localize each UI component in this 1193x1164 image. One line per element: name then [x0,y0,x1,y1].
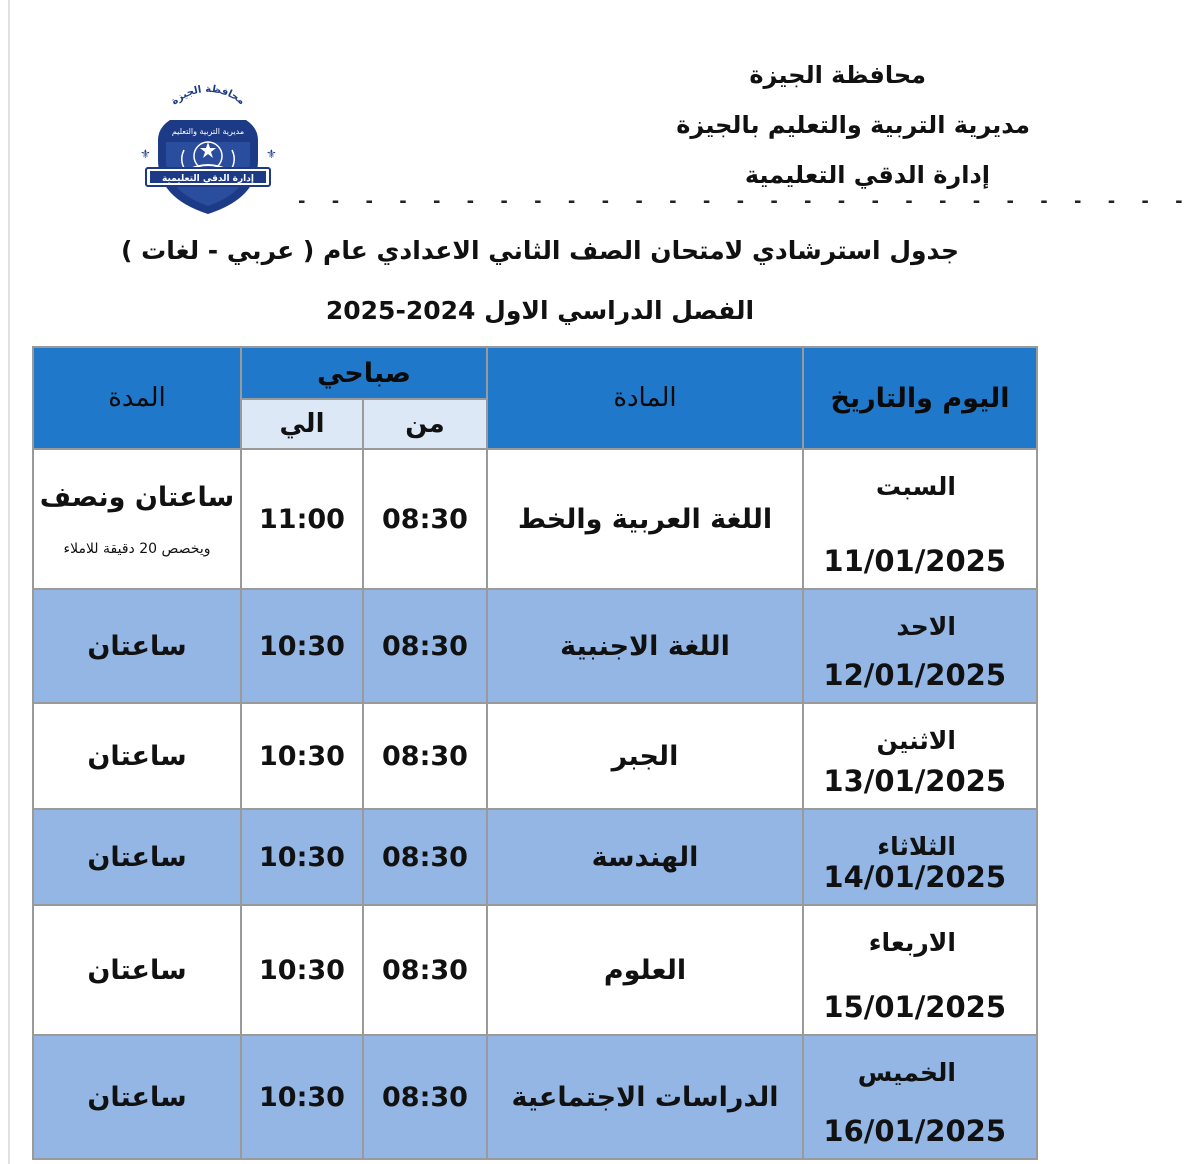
schedule-title: جدول استرشادي لامتحان الصف الثاني الاعدادي عام ( عربي - لغات ) [120,236,960,265]
end-time: 10:30 [241,703,363,809]
exam-date: 13/01/2025 [823,764,1006,798]
duration-cell [33,449,241,589]
end-time: 10:30 [241,809,363,905]
start-time: 08:30 [363,1035,487,1159]
subject-cell: الجبر [487,703,803,809]
exam-date: 14/01/2025 [823,860,1006,894]
day-date-cell [803,905,1037,1035]
duration-cell [33,703,241,809]
duration-cell [33,809,241,905]
governorate-label: محافظة الجيزة [749,61,926,89]
header-duration: المدة [33,347,241,449]
day-name: السبت [875,472,956,501]
day-date-cell [803,449,1037,589]
logo-top-text: محافظة الجيزة [169,83,247,108]
end-time: 10:30 [241,589,363,703]
logo-banner-text: إدارة الدقي التعليمية [162,174,254,184]
duration-cell [33,589,241,703]
day-name: الاحد [896,612,956,641]
document-header [610,58,1030,208]
subject-cell: اللغة العربية والخط [487,449,803,589]
duration-value: ساعتان ونصف [39,481,235,513]
start-time: 08:30 [363,905,487,1035]
subject-cell: الهندسة [487,809,803,905]
end-time: 10:30 [241,1035,363,1159]
duration-note: ويخصص 20 دقيقة للاملاء [63,540,211,557]
day-name: الخميس [857,1058,956,1087]
header-session: صباحي [241,347,487,399]
education-administration-logo [128,80,288,220]
exam-schedule-table [32,346,1038,1160]
start-time: 08:30 [363,449,487,589]
table-row [33,589,1037,703]
semester-title: الفصل الدراسي الاول 2024-2025 [325,296,755,325]
page-edge [8,0,10,1164]
duration-value: ساعتان [87,740,187,772]
exam-date: 12/01/2025 [823,658,1006,692]
table-row [33,1035,1037,1159]
header-from: من [363,399,487,449]
svg-text:محافظة الجيزة [169,84,246,107]
exam-date: 16/01/2025 [823,1114,1006,1148]
duration-cell [33,1035,241,1159]
start-time: 08:30 [363,703,487,809]
duration-value: ساعتان [87,954,187,986]
day-name: الاربعاء [868,928,956,957]
exam-date: 15/01/2025 [823,990,1006,1024]
header-day-date: اليوم والتاريخ [803,347,1037,449]
logo-sub-text: مديرية التربية والتعليم [171,127,245,136]
table-row [33,809,1037,905]
table-row [33,703,1037,809]
header-to: الي [241,399,363,449]
day-date-cell [803,703,1037,809]
subject-cell: العلوم [487,905,803,1035]
duration-value: ساعتان [87,841,187,873]
day-name: الاثنين [876,726,956,755]
svg-text:⚜: ⚜ [140,147,151,161]
day-date-cell [803,1035,1037,1159]
end-time: 11:00 [241,449,363,589]
start-time: 08:30 [363,809,487,905]
day-date-cell [803,589,1037,703]
directorate-label: مديرية التربية والتعليم بالجيزة [676,111,1030,139]
start-time: 08:30 [363,589,487,703]
subject-cell: اللغة الاجنبية [487,589,803,703]
end-time: 10:30 [241,905,363,1035]
table-row [33,449,1037,589]
exam-date: 11/01/2025 [823,544,1006,578]
dashed-divider: - - - - - - - - - - - - - - - - - - - - - - - - - - - [298,191,1193,212]
header-subject: المادة [487,347,803,449]
day-name: الثلاثاء [877,832,956,861]
duration-value: ساعتان [87,630,187,662]
subject-cell: الدراسات الاجتماعية [487,1035,803,1159]
duration-cell [33,905,241,1035]
svg-text:⚜: ⚜ [266,147,277,161]
administration-label: إدارة الدقي التعليمية [744,161,990,189]
table-row [33,905,1037,1035]
day-date-cell [803,809,1037,905]
duration-value: ساعتان [87,1081,187,1113]
